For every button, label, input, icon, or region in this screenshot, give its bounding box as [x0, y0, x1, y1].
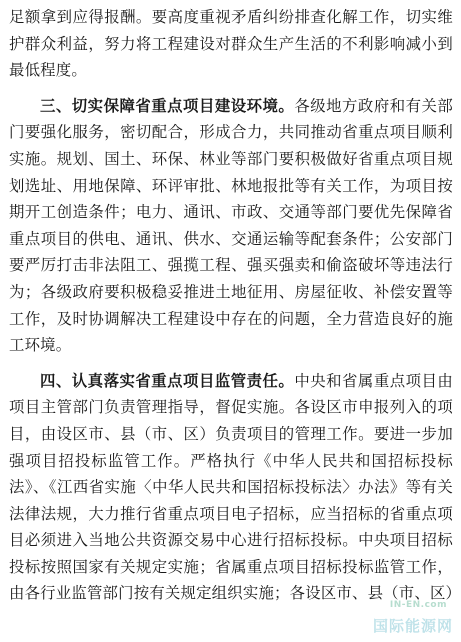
text-line: 项目主管部门负责管理指导，督促实施。各设区市申报列入的项 — [9, 398, 453, 417]
text-line: 为；各级政府要积极稳妥推进土地征用、房屋征收、补偿安置等 — [9, 282, 453, 301]
text-line: 最低程度。 — [9, 61, 87, 80]
text-line: 投标按照国家有关规定实施；省属重点项目招标投标监管工作， — [9, 557, 453, 576]
paragraph-section-4 — [9, 368, 461, 607]
text-line: 目必须进入当地公共资源交易中心进行招标投标。中央项目招标 — [9, 531, 453, 550]
text-line: 足额拿到应得报酬。要高度重视矛盾纠纷排查化解工作，切实维 — [9, 8, 453, 26]
text-line: 目，由设区市、县（市、区）负责项目的管理工作。要进一步加 — [9, 424, 453, 443]
section-3-first-line — [9, 93, 453, 120]
text-line: 法律法规，大力推行省重点项目电子招标，应当招标的省重点项 — [9, 504, 453, 523]
text-line: 由各行业监管部门按有关规定组织实施；各设区市、县（市、区） — [9, 584, 461, 603]
watermark-logo — [361, 598, 453, 638]
watermark-top-text: IN-EN.com — [389, 600, 447, 610]
text-line: 期开工创造条件；电力、通讯、市政、交通等部门要优先保障省 — [9, 203, 453, 222]
section-4-first-line — [9, 368, 453, 395]
paragraph-continuation — [9, 4, 453, 84]
section-4-first-line-text: 中央和省属重点项目由 — [294, 371, 453, 390]
text-line: 实施。规划、国土、环保、林业等部门要积极做好省重点项目规 — [9, 149, 453, 168]
section-3-first-line-text: 各级地方政府和有关部 — [294, 96, 453, 115]
text-line: 工作，及时协调解决工程建设中存在的问题，全力营造良好的施 — [9, 309, 453, 328]
text-line: 工环境。 — [9, 336, 72, 355]
text-line: 重点项目的供电、通讯、供水、交通运输等配套条件；公安部门 — [9, 229, 453, 248]
text-line: 护群众利益，努力将工程建设对群众生产生活的不利影响减小到 — [9, 34, 453, 53]
text-line: 强项目招投标监管工作。严格执行《中华人民共和国招标投标 — [9, 451, 453, 470]
watermark-bottom-text: 国际能源网 — [372, 617, 453, 635]
section-3-heading: 三、切实保障省重点项目建设环境。 — [40, 96, 295, 115]
text-line: 划选址、用地保障、环评审批、林地报批等有关工作，为项目按 — [9, 176, 453, 195]
text-line: 法》、《江西省实施〈中华人民共和国招标投标法〉办法》等有关 — [9, 478, 453, 497]
section-4-heading: 四、认真落实省重点项目监管责任。 — [40, 371, 295, 390]
text-line: 要严厉打击非法阻工、强揽工程、强买强卖和偷盗破坏等违法行 — [9, 256, 453, 275]
paragraph-section-3 — [9, 93, 453, 359]
text-line: 门要强化服务，密切配合，形成合力，共同推动省重点项目顺利 — [9, 123, 453, 142]
